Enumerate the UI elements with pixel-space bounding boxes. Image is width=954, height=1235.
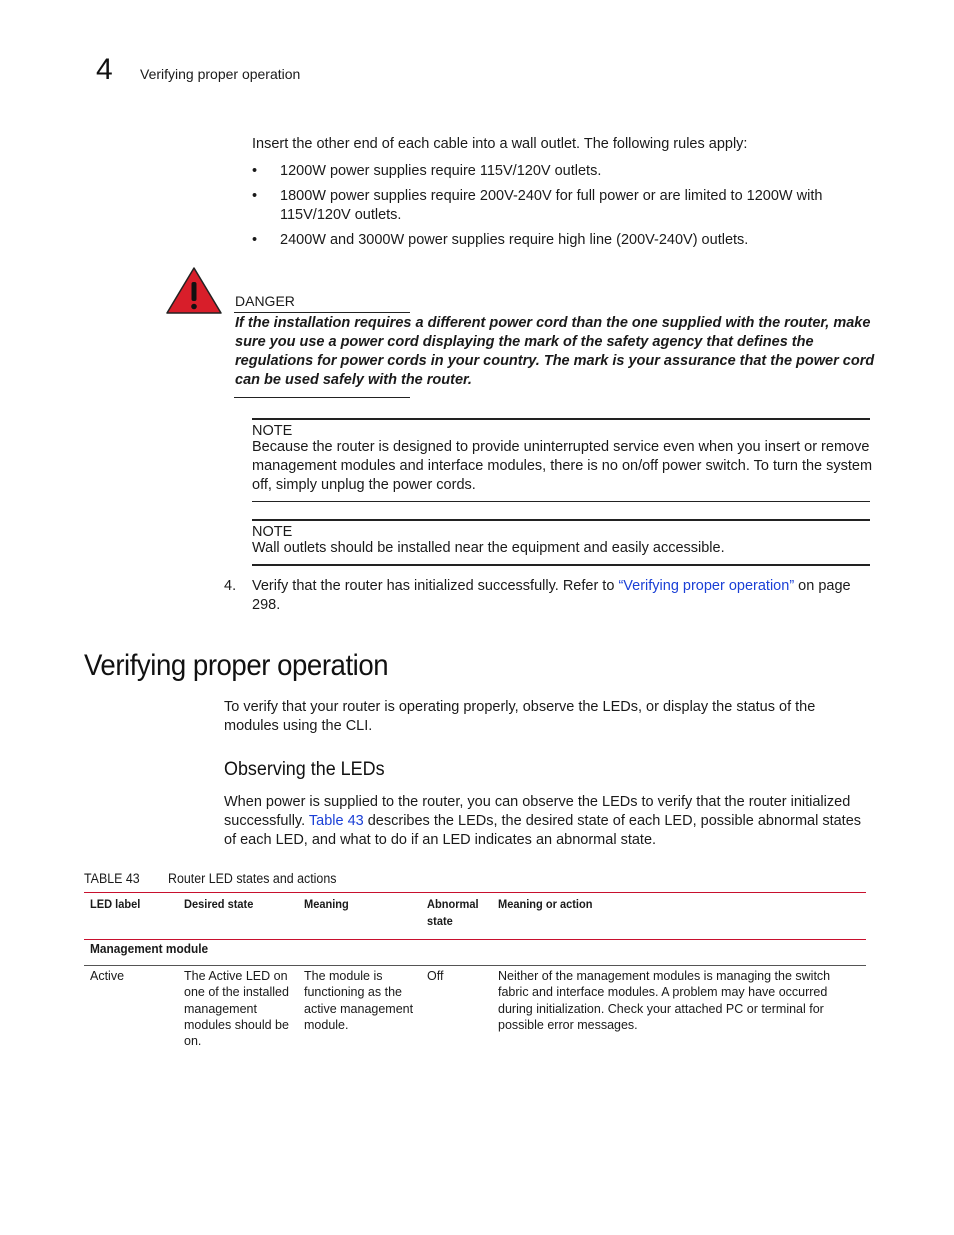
rule-text: 2400W and 3000W power supplies require high line (200V-240V) outlets. bbox=[280, 232, 749, 248]
rule-text: 1200W power supplies require 115V/120V outlets. bbox=[280, 163, 602, 179]
table-number: TABLE 43 bbox=[84, 871, 140, 886]
table-group-label: Management module bbox=[90, 942, 209, 956]
step-text-before: Verify that the router has initialized successfully. Refer to bbox=[252, 578, 619, 594]
table-cell: The module is functioning as the active management module. bbox=[304, 969, 414, 1032]
column-header: Meaning bbox=[304, 897, 349, 911]
danger-text: If the installation requires a different power cord than the one supplied with the router, make sure you use a power cord displaying the mark of the safety agency that defines the regulations for power cords in your country. The mark is your assurance that the power cord can be used safely with the router. bbox=[235, 315, 875, 388]
table-cell: Neither of the management modules is managing the switch fabric and interface modules. A problem may have occurred during initialization. Check your attached PC or terminal for possible error messages. bbox=[498, 969, 831, 1032]
danger-title: DANGER bbox=[235, 293, 295, 309]
subsection-heading: Observing the LEDs bbox=[224, 758, 385, 780]
section-intro: To verify that your router is operating properly, observe the LEDs, or display the status of the modules using the CLI. bbox=[224, 699, 816, 734]
list-item bbox=[252, 231, 872, 250]
note-text: Wall outlets should be installed near the equipment and easily accessible. bbox=[252, 540, 725, 556]
table-title: Router LED states and actions bbox=[168, 871, 337, 886]
note-text: Because the router is designed to provide uninterrupted service even when you insert or remove management modules and interface modules, there is no on/off power switch. To turn the system off, simply unplug the power cords. bbox=[252, 439, 873, 493]
section-heading: Verifying proper operation bbox=[84, 649, 389, 682]
note-title: NOTE bbox=[252, 524, 293, 540]
column-header: Abnormal state bbox=[427, 897, 479, 928]
danger-divider bbox=[234, 312, 410, 313]
table-cell: The Active LED on one of the installed management modules should be on. bbox=[184, 969, 289, 1049]
note-divider bbox=[252, 501, 870, 502]
subsection-text-after: describes the LEDs, the desired state of each LED, possible abnormal states of each LED, and what to do if an LED indicates an abnormal state. bbox=[224, 813, 862, 848]
table-header-rule bbox=[84, 939, 866, 940]
note-divider bbox=[252, 564, 870, 566]
table-reference-link[interactable]: Table 43 bbox=[308, 813, 364, 829]
step-text bbox=[252, 577, 874, 615]
table-cell: Active bbox=[90, 969, 125, 983]
column-header: Meaning or action bbox=[498, 897, 593, 911]
step-text-after: on page 298. bbox=[252, 578, 851, 613]
rules-list bbox=[252, 162, 872, 256]
list-item bbox=[252, 162, 872, 181]
note-divider bbox=[252, 418, 870, 420]
column-header: Desired state bbox=[184, 897, 254, 911]
step-number: 4. bbox=[224, 578, 237, 594]
running-title: Verifying proper operation bbox=[140, 66, 301, 82]
rule-text: 1800W power supplies require 200V-240V for full power or are limited to 1200W with 115V/120V outlets. bbox=[280, 188, 823, 223]
subsection-text-before: When power is supplied to the router, you can observe the LEDs to verify that the router initialized successfully. bbox=[224, 794, 851, 829]
table-top-rule bbox=[84, 892, 866, 893]
intro-paragraph: Insert the other end of each cable into a wall outlet. The following rules apply: bbox=[252, 136, 748, 152]
note-divider bbox=[252, 519, 870, 521]
table-group-rule bbox=[84, 965, 866, 966]
danger-divider bbox=[234, 397, 410, 398]
note-title: NOTE bbox=[252, 423, 293, 439]
column-header: LED label bbox=[90, 897, 141, 911]
danger-warning-icon bbox=[165, 266, 223, 316]
bullet-icon: • bbox=[252, 163, 258, 179]
cross-reference-link[interactable]: “Verifying proper operation” bbox=[618, 578, 795, 594]
subsection-text bbox=[224, 793, 874, 850]
table-cell: Off bbox=[427, 969, 444, 983]
bullet-icon: • bbox=[252, 232, 258, 248]
chapter-number: 4 bbox=[96, 53, 113, 86]
list-item bbox=[252, 187, 872, 225]
bullet-icon: • bbox=[252, 188, 258, 204]
